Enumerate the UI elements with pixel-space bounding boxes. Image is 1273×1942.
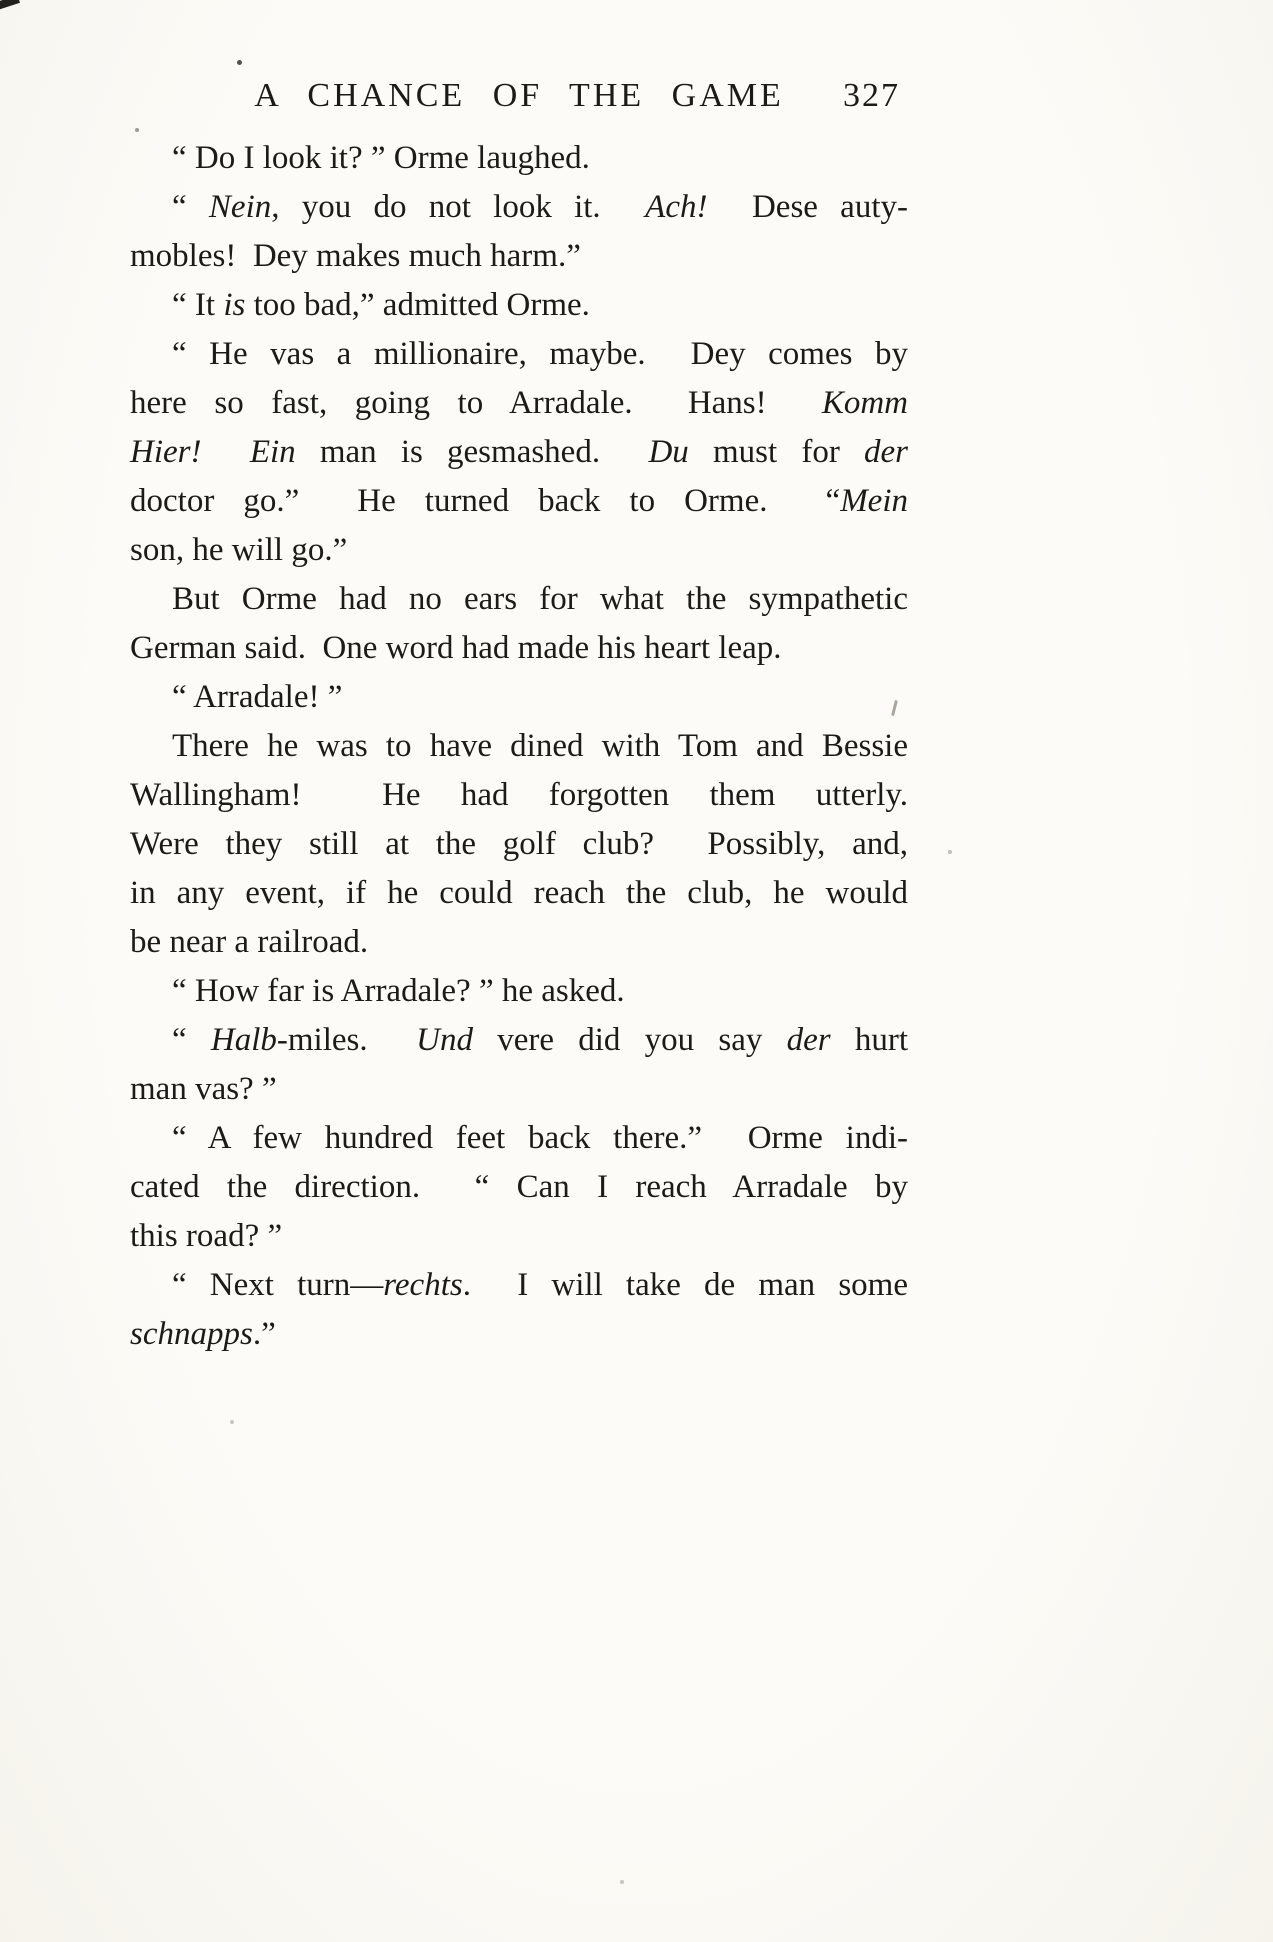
text-segment: doctor go.” He turned back to Orme. “: [130, 483, 841, 519]
paragraph: [130, 1114, 908, 1261]
text-segment: Wallingham! He had forgotten them utterly.: [130, 777, 908, 813]
text-line: [130, 624, 908, 673]
text-segment: Dese auty-: [707, 189, 908, 225]
text-line: [130, 379, 908, 428]
text-line: [130, 673, 908, 722]
italic-text-segment: Und: [416, 1022, 473, 1058]
text-segment: “ It: [172, 287, 224, 323]
italic-text-segment: der: [786, 1022, 831, 1058]
italic-text-segment: der: [864, 434, 908, 470]
text-segment: hurt: [830, 1022, 908, 1058]
text-segment: cated the direction. “ Can I reach Arradale by: [130, 1169, 908, 1205]
text-line: [130, 1114, 908, 1163]
text-segment: “ Arradale! ”: [172, 679, 343, 715]
text-segment: too bad,” admitted Orme.: [245, 287, 590, 323]
paragraph: [130, 134, 908, 183]
text-line: [130, 428, 908, 477]
text-segment: must for: [688, 434, 864, 470]
text-segment: [201, 434, 249, 470]
text-segment: There he was to have dined with Tom and Bessie: [172, 728, 908, 764]
text-line: [130, 967, 908, 1016]
text-segment: “ Do I look it? ” Orme laughed.: [172, 140, 590, 176]
text-line: [130, 820, 908, 869]
text-segment: this road? ”: [130, 1218, 283, 1254]
text-line: [130, 526, 908, 575]
chapter-title: A CHANCE OF THE GAME: [254, 77, 784, 114]
text-line: [130, 1016, 908, 1065]
text-segment: “ A few hundred feet back there.” Orme indi-: [172, 1120, 908, 1156]
text-segment: in any event, if he could reach the club, he would: [130, 875, 908, 911]
paragraph: [130, 281, 908, 330]
italic-text-segment: Nein: [208, 189, 272, 225]
text-segment: . I will take de man some: [462, 1267, 908, 1303]
text-line: [130, 134, 908, 183]
scan-speck: [620, 1880, 624, 1884]
text-line: [130, 183, 908, 232]
italic-text-segment: Mein: [840, 483, 908, 519]
italic-text-segment: Halb: [210, 1022, 277, 1058]
text-segment: son, he will go.”: [130, 532, 348, 568]
page-number: 327: [843, 77, 900, 114]
text-segment: vere did you say: [472, 1022, 787, 1058]
italic-text-segment: Hier!: [130, 434, 202, 470]
text-segment: mobles! Dey makes much harm.”: [130, 238, 581, 274]
italic-text-segment: schnapps: [130, 1316, 253, 1352]
scan-speck: [230, 1420, 234, 1424]
scan-artifact: [0, 0, 20, 11]
text-segment: “ How far is Arradale? ” he asked.: [172, 973, 625, 1009]
text-line: [130, 1310, 908, 1359]
text-segment: man is gesmashed.: [295, 434, 649, 470]
text-segment: .”: [252, 1316, 276, 1352]
text-line: [130, 281, 908, 330]
text-line: [130, 232, 908, 281]
italic-text-segment: Ein: [249, 434, 296, 470]
paragraph: [130, 722, 908, 967]
paragraph: [130, 575, 908, 673]
text-segment: German said. One word had made his heart leap.: [130, 630, 782, 666]
scan-speck: [948, 850, 952, 854]
italic-text-segment: rechts: [383, 1267, 463, 1303]
text-line: [130, 1261, 908, 1310]
italic-text-segment: Ach!: [645, 189, 708, 225]
text-segment: here so fast, going to Arradale. Hans!: [130, 385, 822, 421]
italic-text-segment: is: [223, 287, 246, 323]
italic-text-segment: Komm: [821, 385, 908, 421]
text-line: [130, 330, 908, 379]
text-segment: , you do not look it.: [271, 189, 646, 225]
text-segment: be near a railroad.: [130, 924, 369, 960]
paragraph: [130, 673, 908, 722]
paragraph: [130, 330, 908, 575]
text-line: [130, 918, 908, 967]
text-line: [130, 477, 908, 526]
text-line: [130, 722, 908, 771]
text-segment: -miles.: [276, 1022, 417, 1058]
text-segment: “: [172, 189, 209, 225]
text-segment: man vas? ”: [130, 1071, 277, 1107]
text-segment: “ Next turn—: [172, 1267, 384, 1303]
text-segment: But Orme had no ears for what the sympathetic: [172, 581, 908, 617]
text-segment: “: [172, 1022, 211, 1058]
text-segment: “ He vas a millionaire, maybe. Dey comes by: [172, 336, 908, 372]
text-line: [130, 869, 908, 918]
text-line: [130, 1065, 908, 1114]
paragraph: [130, 1016, 908, 1114]
paragraph: [130, 1261, 908, 1359]
paragraph: [130, 183, 908, 281]
running-header: [130, 70, 908, 122]
text-line: [130, 1163, 908, 1212]
text-line: [130, 1212, 908, 1261]
text-segment: Were they still at the golf club? Possibly, and,: [130, 826, 908, 862]
text-line: [130, 575, 908, 624]
paragraph: [130, 967, 908, 1016]
text-block: [130, 134, 908, 1359]
text-line: [130, 771, 908, 820]
scan-speck: [237, 60, 242, 65]
italic-text-segment: Du: [648, 434, 689, 470]
text-column: [130, 70, 908, 1359]
